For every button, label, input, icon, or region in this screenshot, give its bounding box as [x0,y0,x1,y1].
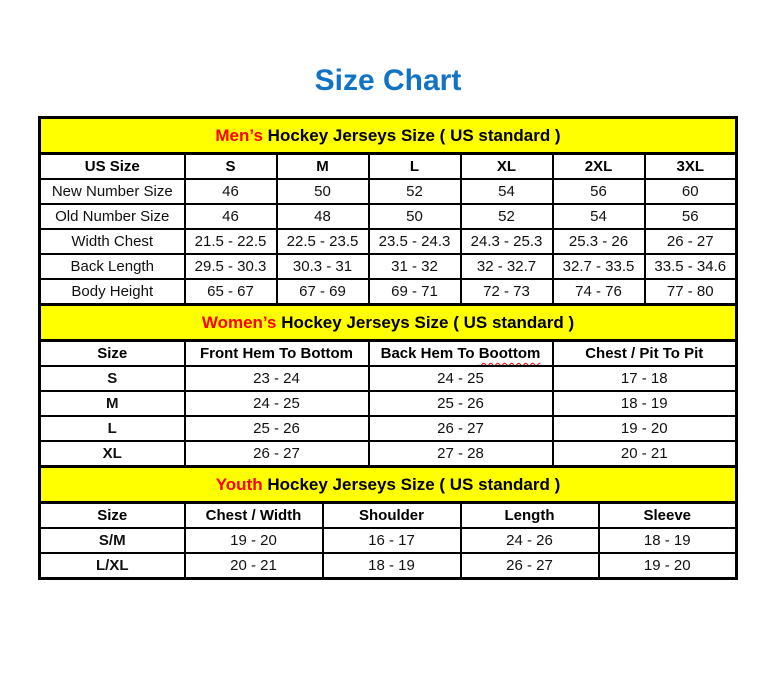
size-value: 29.5 - 30.3 [185,254,277,279]
size-value: 27 - 28 [369,441,553,467]
youth-section-header-row [40,467,737,503]
size-value: 32.7 - 33.5 [553,254,645,279]
size-value: 74 - 76 [553,279,645,305]
size-value: 24.3 - 25.3 [461,229,553,254]
youth-column-header-row [40,503,737,529]
size-value: 18 - 19 [323,553,461,579]
youth-col-header: Shoulder [323,503,461,529]
tables-container [38,116,738,580]
womens-section-header-row [40,305,737,341]
row-label: M [40,391,185,416]
mens-section-header [40,118,737,154]
size-value: 25 - 26 [185,416,369,441]
size-value: 30.3 - 31 [277,254,369,279]
youth-row-sm [40,528,737,553]
size-value: 46 [185,179,277,204]
size-value: 19 - 20 [185,528,323,553]
womens-size-table [38,303,738,468]
size-value: 46 [185,204,277,229]
mens-col-header: L [369,154,461,180]
mens-section-text: Hockey Jerseys Size ( US standard ) [267,125,561,145]
youth-row-lxl [40,553,737,579]
row-label: New Number Size [40,179,185,204]
size-value: 24 - 25 [369,366,553,391]
row-label: Width Chest [40,229,185,254]
size-value: 19 - 20 [599,553,737,579]
womens-section-text: Hockey Jerseys Size ( US standard ) [281,312,575,332]
mens-row-width-chest [40,229,737,254]
size-value: 26 - 27 [461,553,599,579]
youth-section-header [40,467,737,503]
size-value: 24 - 25 [185,391,369,416]
size-value: 25.3 - 26 [553,229,645,254]
size-value: 77 - 80 [645,279,737,305]
size-value: 31 - 32 [369,254,461,279]
size-value: 48 [277,204,369,229]
size-value: 25 - 26 [369,391,553,416]
mens-row-back-length [40,254,737,279]
size-value: 18 - 19 [599,528,737,553]
mens-col-header: US Size [40,154,185,180]
size-value: 50 [369,204,461,229]
row-label: S [40,366,185,391]
size-value: 26 - 27 [369,416,553,441]
womens-row-s [40,366,737,391]
womens-row-xl [40,441,737,467]
row-label: Old Number Size [40,204,185,229]
row-label: XL [40,441,185,467]
youth-col-header: Size [40,503,185,529]
womens-col-header-misspelled-word: Boottom [478,345,541,362]
page-title: Size Chart [314,64,462,97]
size-value: 33.5 - 34.6 [645,254,737,279]
size-value: 32 - 32.7 [461,254,553,279]
mens-col-header: S [185,154,277,180]
mens-col-header: M [277,154,369,180]
size-value: 50 [277,179,369,204]
mens-col-header: 2XL [553,154,645,180]
size-value: 16 - 17 [323,528,461,553]
size-value: 72 - 73 [461,279,553,305]
youth-size-table [38,465,738,580]
size-value: 52 [461,204,553,229]
womens-col-header: Size [40,341,185,367]
size-value: 20 - 21 [185,553,323,579]
womens-col-header-misspelled [369,341,553,367]
youth-col-header: Sleeve [599,503,737,529]
size-value: 69 - 71 [369,279,461,305]
youth-col-header: Chest / Width [185,503,323,529]
youth-section-text: Hockey Jerseys Size ( US standard ) [267,474,561,494]
size-value: 54 [461,179,553,204]
size-value: 20 - 21 [553,441,737,467]
mens-col-header: 3XL [645,154,737,180]
size-value: 56 [645,204,737,229]
size-value: 17 - 18 [553,366,737,391]
womens-column-header-row [40,341,737,367]
size-value: 23.5 - 24.3 [369,229,461,254]
womens-section-header [40,305,737,341]
youth-section-highlight: Youth [215,474,263,494]
womens-row-l [40,416,737,441]
row-label: L [40,416,185,441]
row-label: Body Height [40,279,185,305]
womens-section-highlight: Women’s [201,312,277,332]
mens-col-header: XL [461,154,553,180]
size-value: 65 - 67 [185,279,277,305]
womens-col-header: Chest / Pit To Pit [553,341,737,367]
row-label: Back Length [40,254,185,279]
youth-col-header: Length [461,503,599,529]
mens-row-old-number-size [40,204,737,229]
mens-size-table [38,116,738,306]
mens-column-header-row [40,154,737,180]
size-value: 18 - 19 [553,391,737,416]
size-value: 22.5 - 23.5 [277,229,369,254]
mens-section-header-row [40,118,737,154]
size-value: 19 - 20 [553,416,737,441]
size-value: 67 - 69 [277,279,369,305]
row-label: L/XL [40,553,185,579]
mens-row-new-number-size [40,179,737,204]
womens-col-header-prefix: Back Hem To [380,345,475,362]
womens-col-header: Front Hem To Bottom [185,341,369,367]
size-value: 56 [553,179,645,204]
size-value: 54 [553,204,645,229]
mens-section-highlight: Men’s [215,125,263,145]
size-value: 21.5 - 22.5 [185,229,277,254]
womens-row-m [40,391,737,416]
size-value: 26 - 27 [645,229,737,254]
size-value: 26 - 27 [185,441,369,467]
mens-row-body-height [40,279,737,305]
size-value: 24 - 26 [461,528,599,553]
row-label: S/M [40,528,185,553]
size-value: 52 [369,179,461,204]
size-value: 23 - 24 [185,366,369,391]
size-value: 60 [645,179,737,204]
